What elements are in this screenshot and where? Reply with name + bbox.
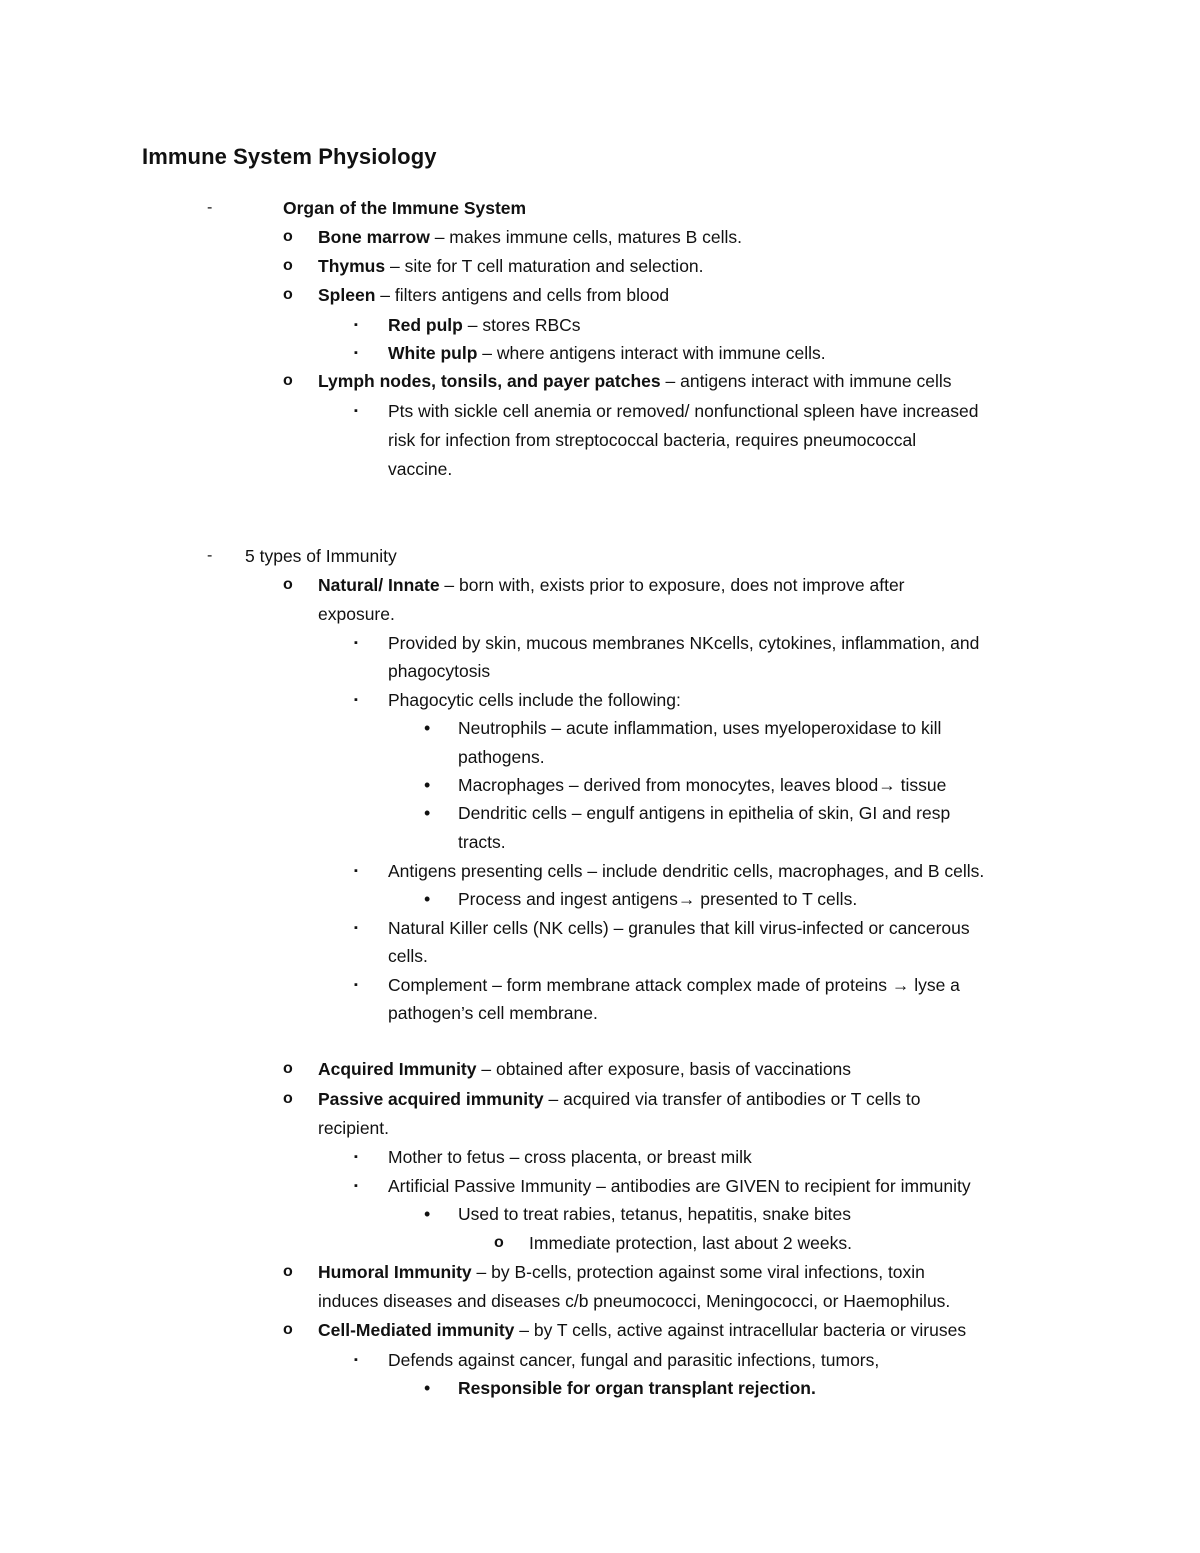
transplant-item: Responsible for organ transplant rejection. bbox=[458, 1378, 816, 1398]
circle-bullet: o bbox=[283, 257, 293, 274]
square-bullet: ▪ bbox=[354, 405, 358, 417]
circle-bullet: o bbox=[283, 576, 293, 593]
provided-line-2: phagocytosis bbox=[388, 661, 491, 681]
organs-heading: Organ of the Immune System bbox=[283, 198, 527, 218]
square-bullet: ▪ bbox=[354, 347, 358, 359]
page-title: Immune System Physiology bbox=[142, 144, 437, 169]
square-bullet: ▪ bbox=[354, 637, 358, 649]
defends-item: Defends against cancer, fungal and parasitic infections, tumors, bbox=[388, 1350, 880, 1370]
dot-bullet: • bbox=[424, 775, 431, 795]
sickle-line-1: Pts with sickle cell anemia or removed/ nonfunctional spleen have increased bbox=[388, 401, 979, 421]
used-item: Used to treat rabies, tetanus, hepatitis, snake bites bbox=[458, 1204, 851, 1224]
spleen-item: Spleen – filters antigens and cells from blood bbox=[318, 285, 670, 305]
thymus-item: Thymus – site for T cell maturation and selection. bbox=[318, 256, 704, 276]
bone-marrow-item: Bone marrow – makes immune cells, matures B cells. bbox=[318, 227, 743, 247]
arrow-right-icon: → bbox=[878, 775, 896, 795]
natural-cont: exposure. bbox=[318, 604, 395, 624]
humoral-item: Humoral Immunity – by B-cells, protection against some viral infections, toxin bbox=[318, 1262, 925, 1282]
arrow-right-icon: → bbox=[677, 889, 696, 909]
dot-bullet: • bbox=[424, 889, 431, 909]
passive-cont: recipient. bbox=[318, 1118, 390, 1138]
dot-bullet: • bbox=[424, 1204, 431, 1224]
sickle-line-2: risk for infection from streptococcal bacteria, requires pneumococcal bbox=[388, 430, 917, 450]
circle-bullet: o bbox=[283, 1060, 293, 1077]
immunity-heading: 5 types of Immunity bbox=[245, 546, 397, 566]
circle-bullet: o bbox=[283, 286, 293, 303]
provided-line-1: Provided by skin, mucous membranes NKcells, cytokines, inflammation, and bbox=[388, 633, 980, 653]
dendritic-line-2: tracts. bbox=[458, 832, 506, 852]
dendritic-line-1: Dendritic cells – engulf antigens in epithelia of skin, GI and resp bbox=[458, 803, 951, 823]
apc-item: Antigens presenting cells – include dendritic cells, macrophages, and B cells. bbox=[388, 861, 985, 881]
arrow-right-icon: → bbox=[891, 975, 910, 995]
nk-line-2: cells. bbox=[388, 946, 428, 966]
dot-bullet: • bbox=[424, 1378, 431, 1398]
humoral-cont: induces diseases and diseases c/b pneumococci, Meningococci, or Haemophilus. bbox=[318, 1291, 951, 1311]
complement-line-1: Complement – form membrane attack complex made of proteins → lyse a bbox=[388, 975, 960, 995]
complement-line-2: pathogen’s cell membrane. bbox=[388, 1003, 598, 1023]
square-bullet: ▪ bbox=[354, 865, 358, 877]
white-pulp-item: White pulp – where antigens interact with immune cells. bbox=[388, 343, 826, 363]
square-bullet: ▪ bbox=[354, 319, 358, 331]
neutrophils-line-2: pathogens. bbox=[458, 747, 545, 767]
passive-item: Passive acquired immunity – acquired via transfer of antibodies or T cells to bbox=[318, 1089, 921, 1109]
artificial-item: Artificial Passive Immunity – antibodies are GIVEN to recipient for immunity bbox=[388, 1176, 971, 1196]
lymph-item: Lymph nodes, tonsils, and payer patches – antigens interact with immune cells bbox=[318, 371, 952, 391]
immediate-item: Immediate protection, last about 2 weeks. bbox=[529, 1233, 852, 1253]
circle-bullet: o bbox=[283, 228, 293, 245]
square-bullet: ▪ bbox=[354, 1354, 358, 1366]
mother-item: Mother to fetus – cross placenta, or breast milk bbox=[388, 1147, 752, 1167]
circle-bullet: o bbox=[283, 1090, 293, 1107]
phagocytic-item: Phagocytic cells include the following: bbox=[388, 690, 681, 710]
sickle-line-3: vaccine. bbox=[388, 459, 453, 479]
dot-bullet: • bbox=[424, 803, 431, 823]
dash-bullet: - bbox=[207, 199, 213, 216]
natural-item: Natural/ Innate – born with, exists prior to exposure, does not improve after bbox=[318, 575, 905, 595]
process-item: Process and ingest antigens→ presented to T cells. bbox=[458, 889, 858, 909]
macrophages-item: Macrophages – derived from monocytes, leaves blood→ tissue bbox=[458, 775, 947, 795]
acquired-item: Acquired Immunity – obtained after exposure, basis of vaccinations bbox=[318, 1059, 852, 1079]
dash-bullet: - bbox=[207, 547, 213, 564]
dot-bullet: • bbox=[424, 718, 431, 738]
square-bullet: ▪ bbox=[354, 979, 358, 991]
circle-bullet: o bbox=[283, 1321, 293, 1338]
cell-mediated-item: Cell-Mediated immunity – by T cells, active against intracellular bacteria or viruses bbox=[318, 1320, 967, 1340]
red-pulp-item: Red pulp – stores RBCs bbox=[388, 315, 581, 335]
nk-line-1: Natural Killer cells (NK cells) – granules that kill virus-infected or cancerous bbox=[388, 918, 970, 938]
square-bullet: ▪ bbox=[354, 922, 358, 934]
square-bullet: ▪ bbox=[354, 694, 358, 706]
circle-bullet: o bbox=[283, 372, 293, 389]
square-bullet: ▪ bbox=[354, 1180, 358, 1192]
circle-bullet: o bbox=[283, 1263, 293, 1280]
circle-bullet: o bbox=[494, 1234, 504, 1251]
square-bullet: ▪ bbox=[354, 1151, 358, 1163]
neutrophils-line-1: Neutrophils – acute inflammation, uses myeloperoxidase to kill bbox=[458, 718, 942, 738]
